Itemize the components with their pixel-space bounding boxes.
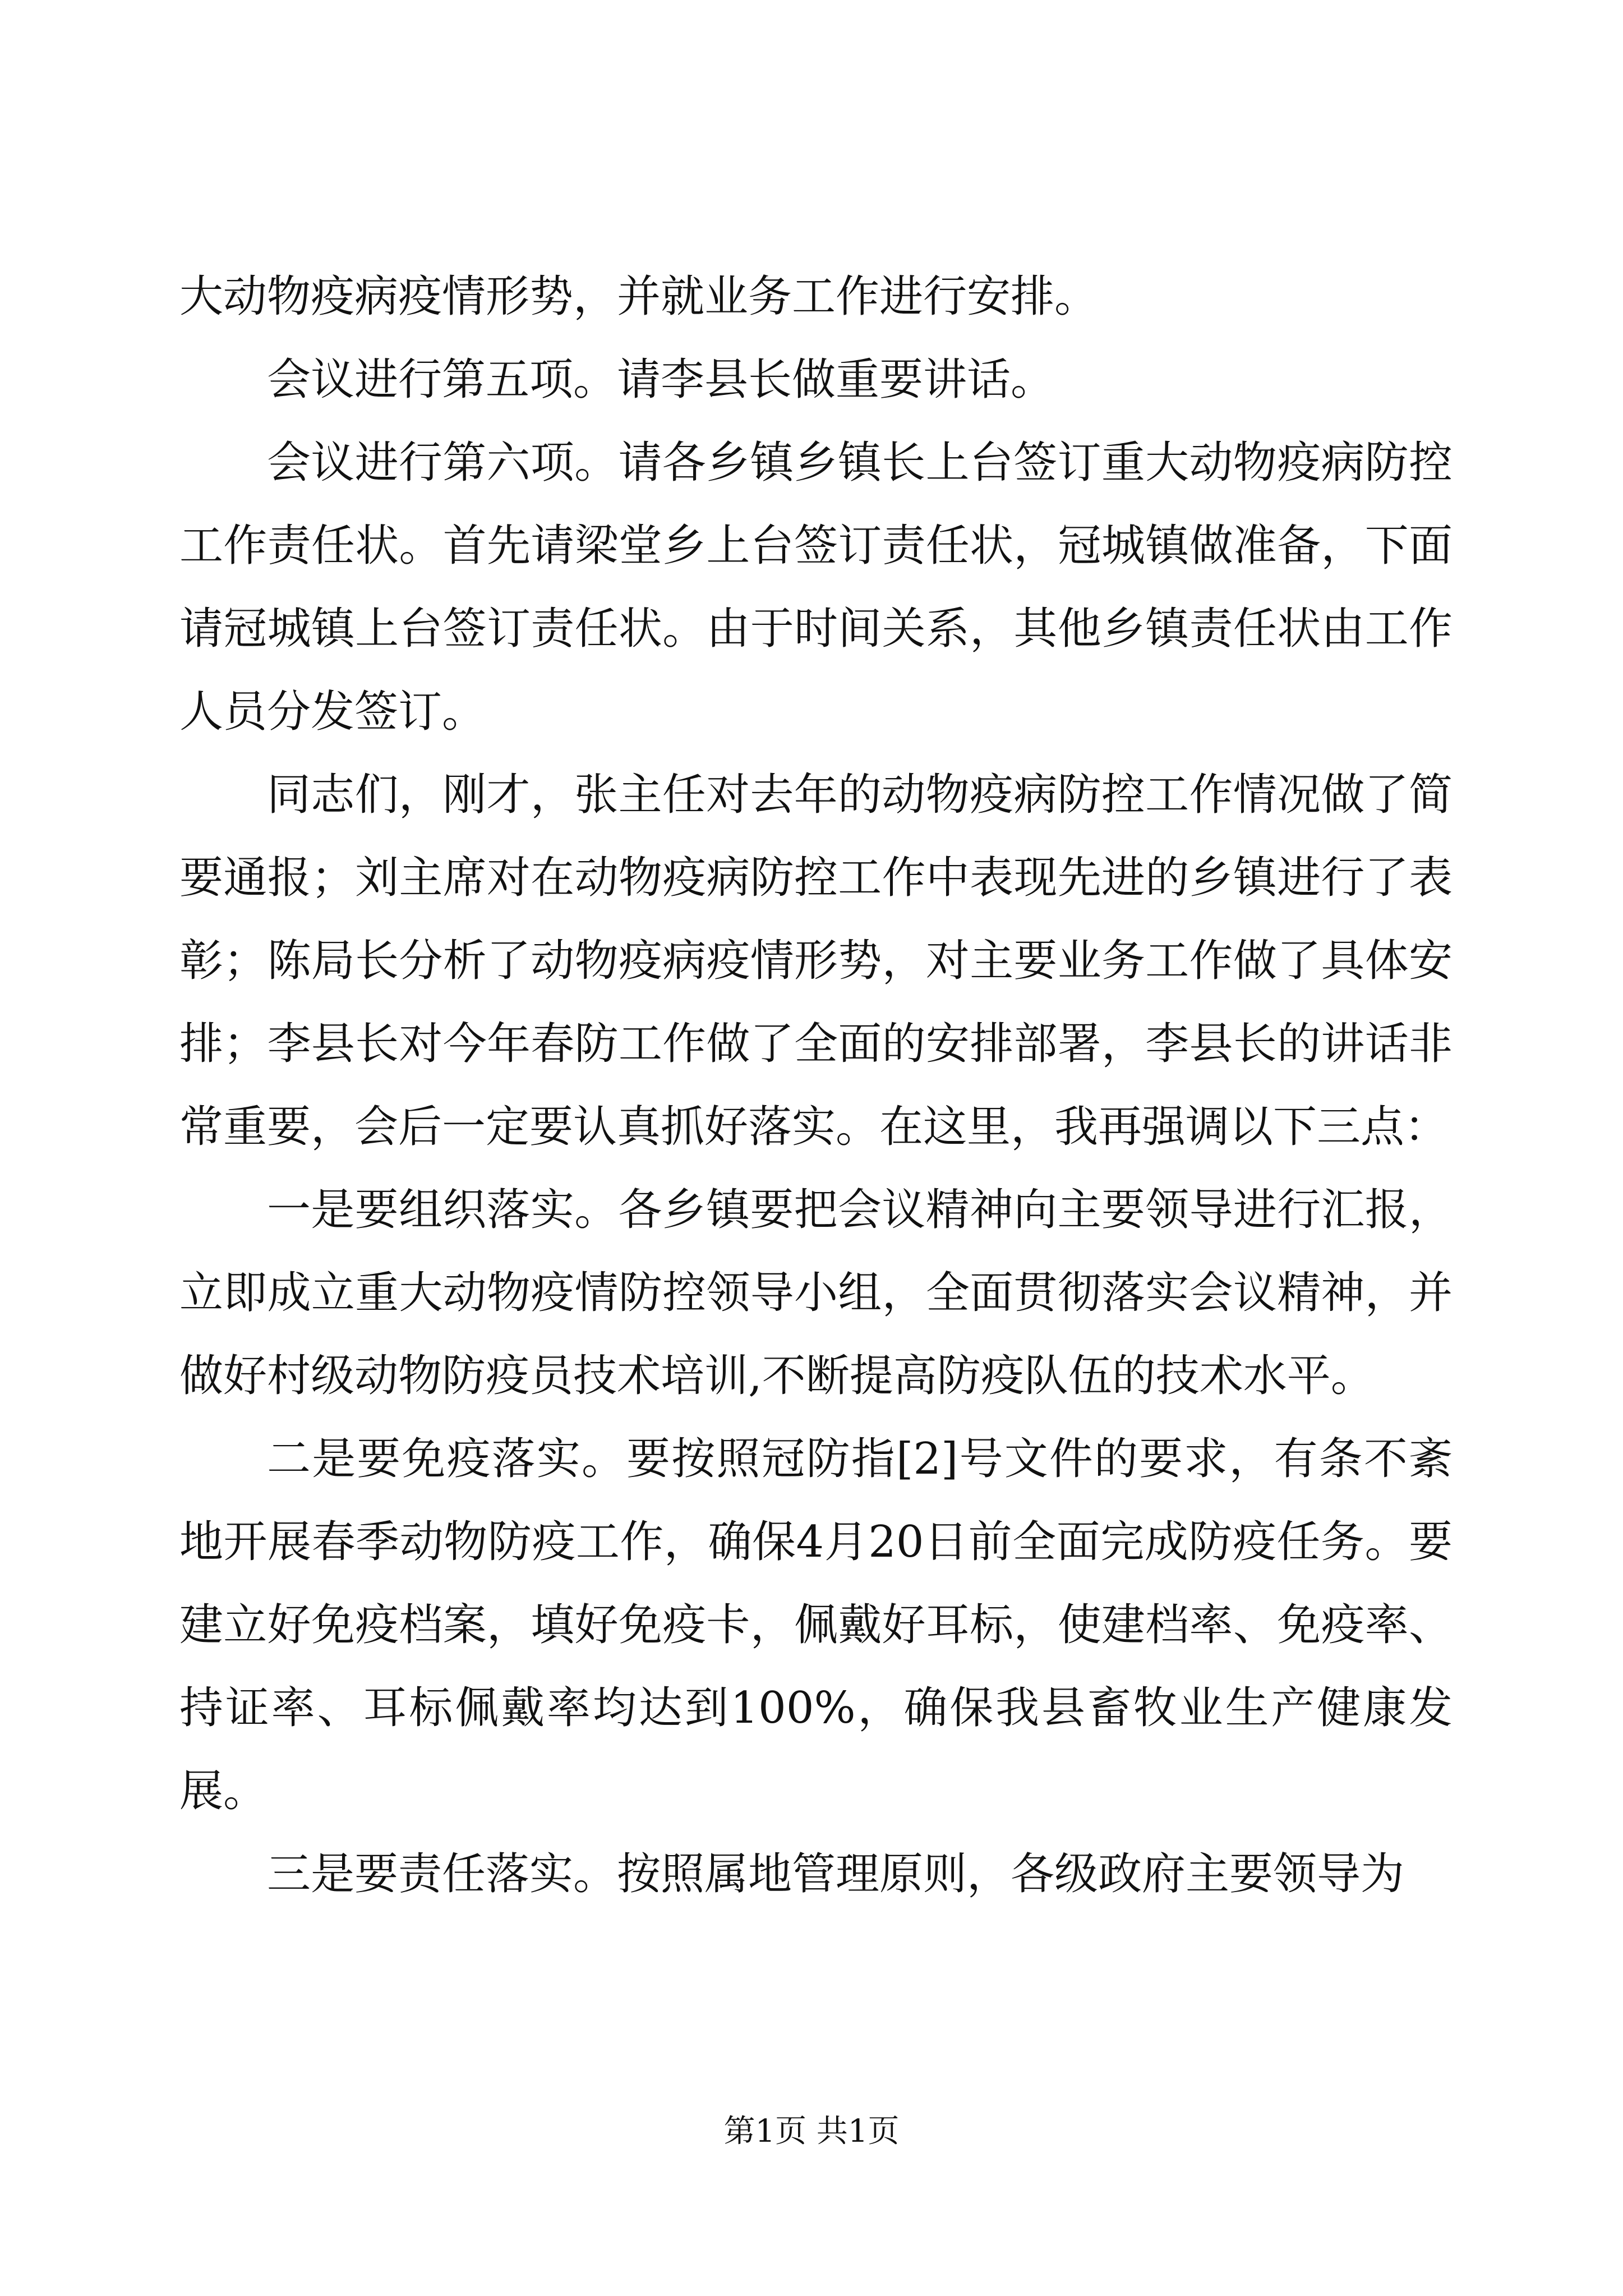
- page-footer: [0, 2112, 1623, 2151]
- paragraph-6: 二是要免疫落实。要按照冠防指[2]号文件的要求，有条不紊地开展春季动物防疫工作，确保4月20日前全面完成防疫任务。要建立好免疫档案，填好免疫卡，佩戴好耳标，使建档率、免疫率、持证率、耳标佩戴率均达到100%，确保我县畜牧业生产健康发展。: [179, 1434, 1453, 1816]
- paragraph-1: 大动物疫病疫情形势，并就业务工作进行安排。: [179, 272, 1099, 322]
- paragraph-7: 三是要责任落实。按照属地管理原则，各级政府主要领导为: [267, 1849, 1405, 1899]
- page-number: 第1页 共1页: [723, 2113, 900, 2150]
- paragraph-3: 会议进行第六项。请各乡镇乡镇长上台签订重大动物疫病防控工作责任状。首先请梁堂乡上台签订责任状，冠城镇做准备，下面请冠城镇上台签订责任状。由于时间关系，其他乡镇责任状由工作人员分发签订。: [179, 438, 1453, 737]
- paragraph-5: 一是要组织落实。各乡镇要把会议精神向主要领导进行汇报，立即成立重大动物疫情防控领导小组，全面贯彻落实会议精神，并做好村级动物防疫员技术培训,不断提高防疫队伍的技术水平。: [179, 1185, 1453, 1401]
- document-body: [179, 255, 1453, 1916]
- paragraph-2: 会议进行第五项。请李县长做重要讲话。: [267, 355, 1055, 405]
- paragraph-4: 同志们，刚才，张主任对去年的动物疫病防控工作情况做了简要通报；刘主席对在动物疫病防控工作中表现先进的乡镇进行了表彰；陈局长分析了动物疫病疫情形势，对主要业务工作做了具体安排；李县长对今年春防工作做了全面的安排部署，李县长的讲话非常重要，会后一定要认真抓好落实。在这里，我再强调以下三点：: [179, 770, 1453, 1152]
